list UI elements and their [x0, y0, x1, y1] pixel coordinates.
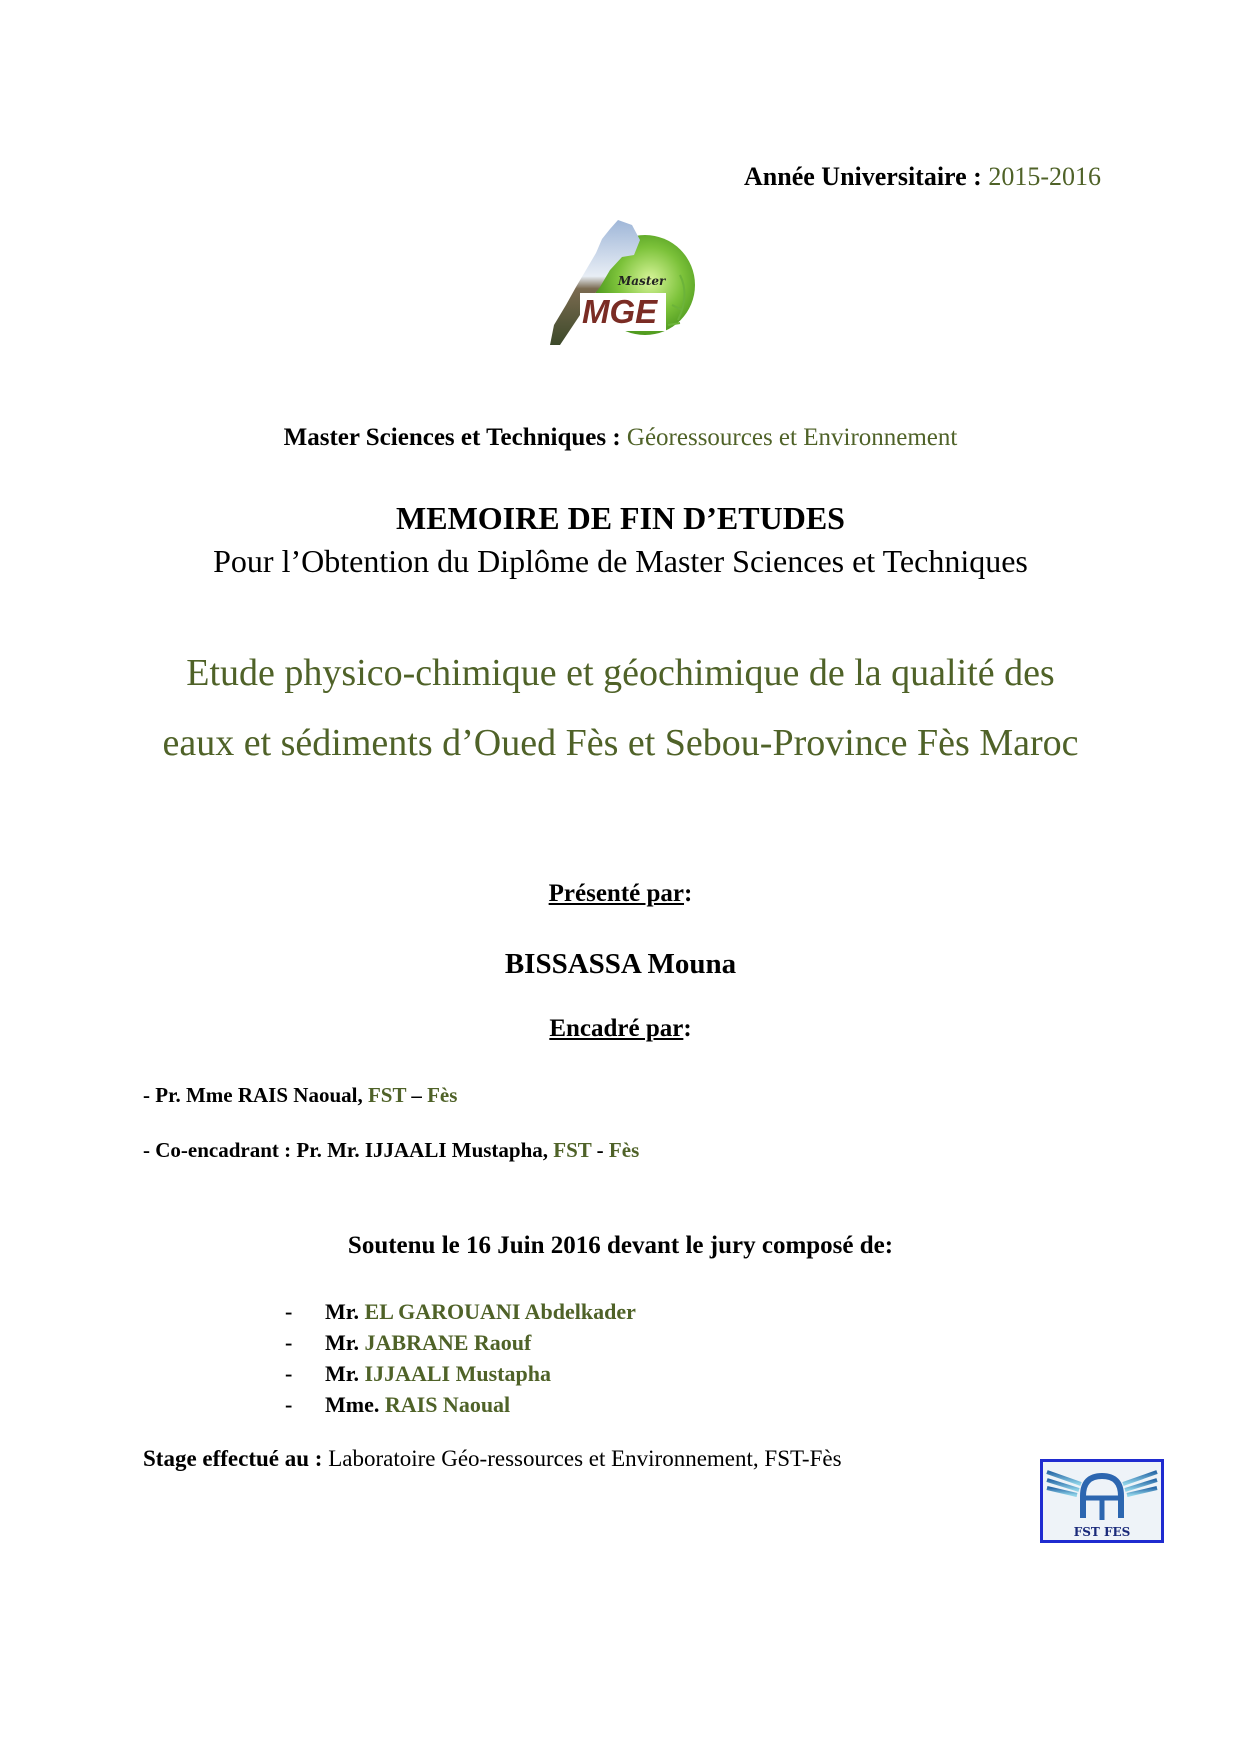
jury-title: Mr.	[325, 1330, 365, 1355]
jury-name: JABRANE Raouf	[364, 1330, 532, 1355]
supervisor-separator: -	[591, 1138, 609, 1162]
defense-statement: Soutenu le 16 Juin 2016 devant le jury composé de:	[347, 1232, 894, 1259]
jury-list	[285, 1296, 636, 1420]
academic-year-value: 2015-2016	[988, 162, 1101, 191]
jury-member	[285, 1327, 636, 1358]
memoire-title: MEMOIRE DE FIN D’ETUDES	[396, 500, 845, 536]
supervisor-institution: FST	[553, 1138, 592, 1162]
svg-text:FST FES: FST FES	[1073, 1525, 1131, 1539]
program-line	[0, 424, 1241, 452]
jury-name: EL GAROUANI Abdelkader	[364, 1299, 636, 1324]
supervisor-separator: –	[406, 1083, 428, 1107]
jury-name: IJJAALI Mustapha	[364, 1361, 551, 1386]
presented-by-colon: :	[684, 880, 693, 907]
jury-title: Mme.	[325, 1392, 385, 1417]
supervisor-name: - Pr. Mme RAIS Naoual,	[143, 1083, 368, 1107]
jury-member	[285, 1389, 636, 1420]
academic-year-label: Année Universitaire :	[744, 162, 989, 191]
jury-title: Mr.	[325, 1299, 365, 1324]
supervisor-item	[143, 1083, 457, 1108]
list-dash: -	[285, 1392, 293, 1417]
svg-text:Master: Master	[618, 274, 666, 288]
list-dash: -	[285, 1299, 293, 1324]
supervised-by-label: Encadré par	[549, 1015, 684, 1042]
thesis-title-line-1: Etude physico-chimique et géochimique de la qualité des	[186, 652, 1055, 694]
supervisor-city: Fès	[427, 1083, 458, 1107]
co-supervisor-item	[143, 1138, 639, 1163]
program-value: Géoressources et Environnement	[626, 424, 958, 451]
supervisor-institution: FST	[367, 1083, 407, 1107]
presented-by-label: Présenté par	[548, 880, 685, 907]
supervisor-name: - Co-encadrant : Pr. Mr. IJJAALI Mustapha,	[143, 1138, 554, 1162]
jury-member	[285, 1296, 636, 1327]
svg-text:MGE: MGE	[582, 293, 658, 330]
internship-label: Stage effectué au :	[143, 1446, 329, 1471]
jury-name: RAIS Naoual	[384, 1392, 511, 1417]
list-dash: -	[285, 1330, 293, 1355]
internship-line	[143, 1446, 842, 1472]
mge-master-logo-icon	[540, 215, 710, 355]
jury-title: Mr.	[325, 1361, 365, 1386]
academic-year	[744, 162, 1101, 192]
supervised-by-heading	[0, 1015, 1241, 1043]
list-dash: -	[285, 1361, 293, 1386]
jury-member	[285, 1358, 636, 1389]
memoire-subtitle: Pour l’Obtention du Diplôme de Master Sciences et Techniques	[213, 543, 1028, 579]
author-name: BISSASSA Mouna	[504, 948, 737, 980]
program-label: Master Sciences et Techniques :	[283, 424, 627, 451]
internship-value: Laboratoire Géo-ressources et Environnement, FST-Fès	[328, 1446, 842, 1471]
fst-fes-logo-icon	[1040, 1459, 1164, 1543]
supervised-by-colon: :	[683, 1015, 692, 1042]
supervisor-city: Fès	[608, 1138, 640, 1162]
thesis-title-line-2: eaux et sédiments d’Oued Fès et Sebou-Province Fès Maroc	[162, 722, 1079, 764]
presented-by-heading	[0, 880, 1241, 908]
